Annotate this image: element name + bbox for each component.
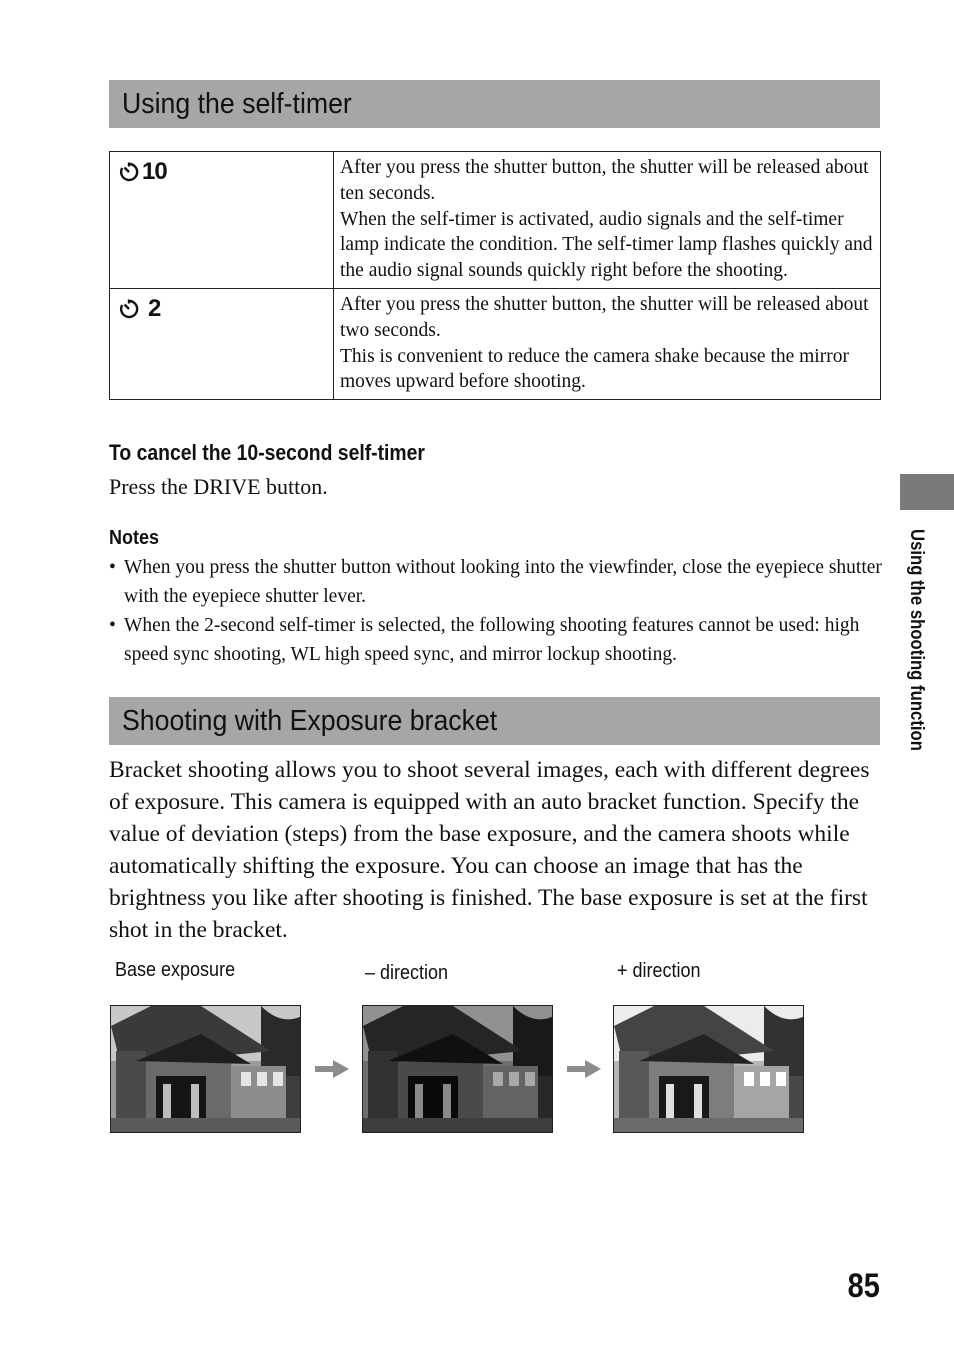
notes-list xyxy=(109,553,884,669)
house-photo-minus xyxy=(362,1005,553,1133)
description-line: This is convenient to reduce the camera shake because the mirror moves upward before shooting. xyxy=(340,345,849,393)
cancel-instruction: Press the DRIVE button. xyxy=(109,474,328,499)
description-line: After you press the shutter button, the shutter will be released about ten seconds. xyxy=(340,157,869,204)
page-number: 85 xyxy=(847,1267,880,1305)
table-row xyxy=(110,288,881,399)
description-cell xyxy=(334,288,881,399)
cancel-heading: To cancel the 10-second self-timer xyxy=(109,440,425,465)
section-header-exposure-bracket xyxy=(109,697,880,745)
list-item xyxy=(109,553,884,611)
bullet-icon: • xyxy=(109,557,116,578)
section-header-self-timer xyxy=(109,80,880,128)
house-photo-base xyxy=(110,1005,301,1133)
section-title: Shooting with Exposure bracket xyxy=(122,705,498,737)
description-line: When the self-timer is activated, audio signals and the self-timer lamp indicate the condition. The self-timer lamp flashes quickly and the audio signal sounds quickly right before the shooting. xyxy=(340,208,873,282)
mode-cell xyxy=(110,152,334,289)
house-photo-plus xyxy=(613,1005,804,1133)
chapter-tab-marker xyxy=(900,474,954,510)
caption-base-exposure: Base exposure xyxy=(115,959,236,981)
caption-minus-direction: – direction xyxy=(365,962,449,984)
self-timer-icon xyxy=(118,298,140,320)
note-text: When you press the shutter button without looking into the viewfinder, close the eyepiece shutter with the eyepiece shutter lever. xyxy=(124,557,882,607)
right-arrow-icon xyxy=(567,1060,601,1078)
description-cell xyxy=(334,152,881,289)
mode-label: 2 xyxy=(148,294,161,322)
bullet-icon: • xyxy=(109,615,116,636)
section-title: Using the self-timer xyxy=(122,88,352,120)
self-timer-table xyxy=(109,151,881,400)
self-timer-2-symbol xyxy=(118,295,160,323)
description-line: After you press the shutter button, the shutter will be released about two seconds. xyxy=(340,293,869,341)
list-item xyxy=(109,611,884,669)
right-arrow-icon xyxy=(315,1060,349,1078)
table-row xyxy=(110,152,881,289)
chapter-tab-label: Using the shooting function xyxy=(906,529,927,751)
bracket-description: Bracket shooting allows you to shoot several images, each with different degrees of exposure. This camera is equipped with an auto bracket function. Specify the value of deviation (steps) from the base exposure, and the camera shoots while automatically shifting the exposure. You can choose an image that has the brightness you like after shooting is finished. The base exposure is set at the first shot in the bracket. xyxy=(109,757,870,943)
self-timer-icon xyxy=(118,161,140,183)
mode-label: 10 xyxy=(142,158,167,185)
note-text: When the 2-second self-timer is selected, the following shooting features cannot be used: high speed sync shooting, WL high speed sync, and mirror lockup shooting. xyxy=(124,615,860,665)
self-timer-10-symbol xyxy=(118,158,167,186)
notes-heading: Notes xyxy=(109,527,160,549)
mode-cell xyxy=(110,288,334,399)
caption-plus-direction: + direction xyxy=(617,960,701,982)
